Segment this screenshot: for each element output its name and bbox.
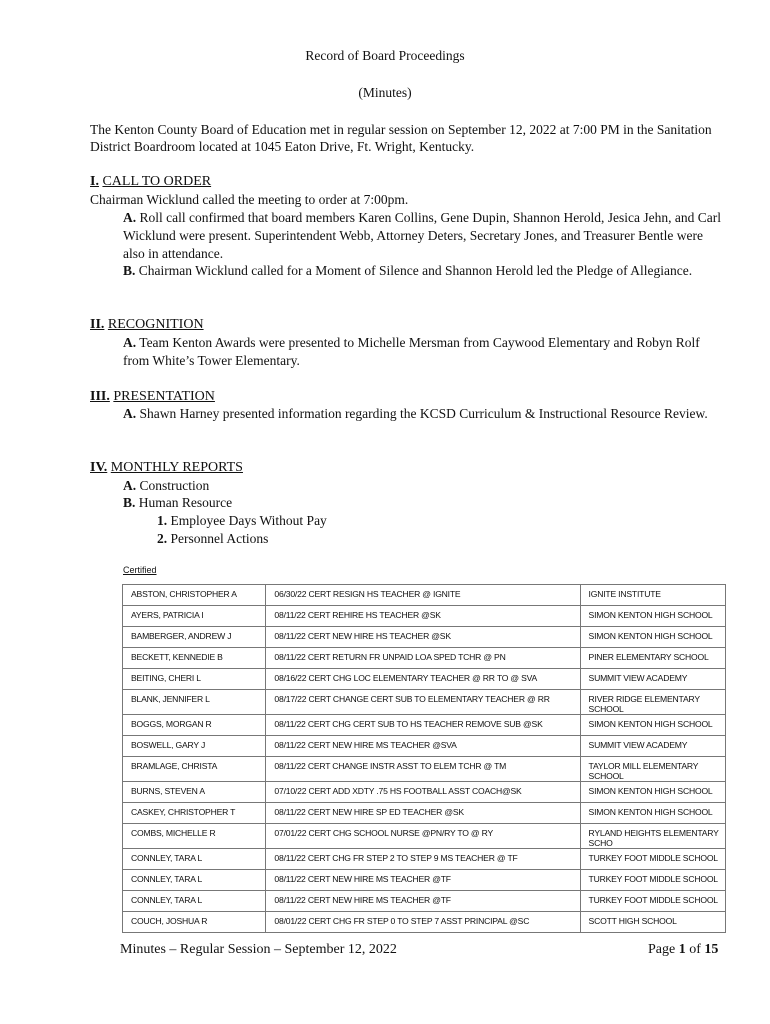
action-cell: 08/16/22 CERT CHG LOC ELEMENTARY TEACHER @ RR TO @ SVA bbox=[266, 669, 580, 690]
table-row bbox=[123, 824, 726, 849]
action-cell: 08/11/22 CERT RETURN FR UNPAID LOA SPED TCHR @ PN bbox=[266, 648, 580, 669]
personnel-actions-item bbox=[157, 530, 268, 548]
item-label: 2. bbox=[157, 531, 168, 546]
employee-name-cell: CONNLEY, TARA L bbox=[123, 849, 266, 870]
school-cell: SIMON KENTON HIGH SCHOOL bbox=[580, 782, 725, 803]
school-cell: TURKEY FOOT MIDDLE SCHOOL bbox=[580, 849, 725, 870]
employee-name-cell: CONNLEY, TARA L bbox=[123, 891, 266, 912]
section-heading-monthly-reports bbox=[90, 459, 243, 476]
footer-page-number bbox=[648, 942, 718, 958]
item-text: Shawn Harney presented information regarding the KCSD Curriculum & Instructional Resource Review. bbox=[139, 406, 708, 421]
table-row bbox=[123, 803, 726, 824]
table-row bbox=[123, 715, 726, 736]
item-label: 1. bbox=[157, 513, 168, 528]
item-text: Roll call confirmed that board members Karen Collins, Gene Dupin, Shannon Herold, Jesica Jehn, and Carl Wicklund were present. Superintendent Webb, Attorney Deters, Secretary Jones, and Treasurer Bentle were also in attendance. bbox=[123, 210, 721, 261]
section-title: CALL TO ORDER bbox=[102, 174, 212, 189]
employee-name-cell: BOSWELL, GARY J bbox=[123, 736, 266, 757]
employee-name-cell: BURNS, STEVEN A bbox=[123, 782, 266, 803]
school-cell: TURKEY FOOT MIDDLE SCHOOL bbox=[580, 870, 725, 891]
employee-name-cell: BRAMLAGE, CHRISTA bbox=[123, 757, 266, 782]
action-cell: 08/11/22 CERT NEW HIRE MS TEACHER @SVA bbox=[266, 736, 580, 757]
table-row bbox=[123, 627, 726, 648]
item-label: A. bbox=[123, 406, 137, 421]
section-title: MONTHLY REPORTS bbox=[110, 460, 243, 475]
page-prefix: Page bbox=[648, 942, 679, 957]
item-label: A. bbox=[123, 335, 137, 350]
school-cell: SUMMIT VIEW ACADEMY bbox=[580, 669, 725, 690]
employee-name-cell: COUCH, JOSHUA R bbox=[123, 912, 266, 933]
action-cell: 07/10/22 CERT ADD XDTY .75 HS FOOTBALL ASST COACH@SK bbox=[266, 782, 580, 803]
action-cell: 08/11/22 CERT CHANGE INSTR ASST TO ELEM TCHR @ TM bbox=[266, 757, 580, 782]
call-to-order-text: Chairman Wicklund called the meeting to order at 7:00pm. bbox=[90, 192, 409, 207]
action-cell: 08/11/22 CERT REHIRE HS TEACHER @SK bbox=[266, 606, 580, 627]
item-text: Personnel Actions bbox=[170, 531, 269, 546]
school-cell: SIMON KENTON HIGH SCHOOL bbox=[580, 627, 725, 648]
school-cell: IGNITE INSTITUTE bbox=[580, 585, 725, 606]
human-resource-item bbox=[123, 494, 723, 512]
page-current: 1 bbox=[678, 942, 686, 957]
item-label: B. bbox=[123, 263, 136, 278]
roll-call-item bbox=[123, 209, 723, 263]
intro-paragraph: The Kenton County Board of Education met in regular session on September 12, 2022 at 7:00 PM in the Sanitation District Boardroom located at 1045 Eaton Drive, Ft. Wright, Kentucky. bbox=[90, 122, 712, 154]
action-cell: 06/30/22 CERT RESIGN HS TEACHER @ IGNITE bbox=[266, 585, 580, 606]
action-cell: 08/11/22 CERT CHG FR STEP 2 TO STEP 9 MS TEACHER @ TF bbox=[266, 849, 580, 870]
school-cell: SIMON KENTON HIGH SCHOOL bbox=[580, 715, 725, 736]
employee-name-cell: CASKEY, CHRISTOPHER T bbox=[123, 803, 266, 824]
table-row bbox=[123, 912, 726, 933]
item-label: A. bbox=[123, 210, 137, 225]
school-cell: TAYLOR MILL ELEMENTARY SCHOOL bbox=[580, 757, 725, 782]
item-text: Human Resource bbox=[138, 495, 233, 510]
action-cell: 08/11/22 CERT CHG CERT SUB TO HS TEACHER REMOVE SUB @SK bbox=[266, 715, 580, 736]
table-row bbox=[123, 736, 726, 757]
action-cell: 08/11/22 CERT NEW HIRE HS TEACHER @SK bbox=[266, 627, 580, 648]
action-cell: 08/11/22 CERT NEW HIRE SP ED TEACHER @SK bbox=[266, 803, 580, 824]
section-heading-call-to-order bbox=[90, 173, 211, 190]
item-text: Chairman Wicklund called for a Moment of Silence and Shannon Herold led the Pledge of Allegiance. bbox=[138, 263, 693, 278]
school-cell: SIMON KENTON HIGH SCHOOL bbox=[580, 606, 725, 627]
school-cell: SUMMIT VIEW ACADEMY bbox=[580, 736, 725, 757]
employee-name-cell: COMBS, MICHELLE R bbox=[123, 824, 266, 849]
construction-item bbox=[123, 477, 723, 495]
document-title: Record of Board Proceedings bbox=[305, 48, 465, 63]
item-text: Team Kenton Awards were presented to Michelle Mersman from Caywood Elementary and Robyn Rolf from White’s Tower Elementary. bbox=[123, 335, 700, 368]
section-title: RECOGNITION bbox=[107, 317, 204, 332]
school-cell: TURKEY FOOT MIDDLE SCHOOL bbox=[580, 891, 725, 912]
table-row bbox=[123, 849, 726, 870]
action-cell: 08/01/22 CERT CHG FR STEP 0 TO STEP 7 ASST PRINCIPAL @SC bbox=[266, 912, 580, 933]
school-cell: RYLAND HEIGHTS ELEMENTARY SCHO bbox=[580, 824, 725, 849]
section-heading-presentation bbox=[90, 388, 215, 405]
section-number: II. bbox=[90, 317, 105, 332]
employee-name-cell: ABSTON, CHRISTOPHER A bbox=[123, 585, 266, 606]
presentation-item bbox=[123, 405, 723, 423]
recognition-item bbox=[123, 334, 723, 370]
table-row bbox=[123, 870, 726, 891]
item-text: Employee Days Without Pay bbox=[170, 513, 327, 528]
employee-days-item bbox=[157, 512, 327, 530]
school-cell: SCOTT HIGH SCHOOL bbox=[580, 912, 725, 933]
table-row bbox=[123, 585, 726, 606]
employee-name-cell: BEITING, CHERI L bbox=[123, 669, 266, 690]
school-cell: RIVER RIDGE ELEMENTARY SCHOOL bbox=[580, 690, 725, 715]
school-cell: SIMON KENTON HIGH SCHOOL bbox=[580, 803, 725, 824]
section-number: III. bbox=[90, 389, 110, 404]
table-row bbox=[123, 757, 726, 782]
table-row bbox=[123, 648, 726, 669]
footer-session-label: Minutes – Regular Session – September 12, 2022 bbox=[120, 942, 397, 957]
section-heading-recognition bbox=[90, 316, 204, 333]
item-label: B. bbox=[123, 495, 136, 510]
table-row bbox=[123, 669, 726, 690]
employee-name-cell: BAMBERGER, ANDREW J bbox=[123, 627, 266, 648]
employee-name-cell: BECKETT, KENNEDIE B bbox=[123, 648, 266, 669]
certified-label: Certified bbox=[123, 565, 157, 575]
personnel-table bbox=[122, 584, 726, 933]
item-text: Construction bbox=[139, 478, 210, 493]
table-row bbox=[123, 891, 726, 912]
section-number: IV. bbox=[90, 460, 108, 475]
section-number: I. bbox=[90, 174, 99, 189]
pledge-item bbox=[123, 262, 723, 280]
action-cell: 08/11/22 CERT NEW HIRE MS TEACHER @TF bbox=[266, 891, 580, 912]
table-row bbox=[123, 782, 726, 803]
employee-name-cell: BLANK, JENNIFER L bbox=[123, 690, 266, 715]
employee-name-cell: CONNLEY, TARA L bbox=[123, 870, 266, 891]
table-row bbox=[123, 690, 726, 715]
page-total: 15 bbox=[704, 942, 719, 957]
document-subtitle: (Minutes) bbox=[358, 85, 412, 100]
table-row bbox=[123, 606, 726, 627]
item-label: A. bbox=[123, 478, 137, 493]
action-cell: 08/17/22 CERT CHANGE CERT SUB TO ELEMENTARY TEACHER @ RR bbox=[266, 690, 580, 715]
section-title: PRESENTATION bbox=[113, 389, 215, 404]
page-mid: of bbox=[685, 942, 705, 957]
employee-name-cell: AYERS, PATRICIA I bbox=[123, 606, 266, 627]
action-cell: 07/01/22 CERT CHG SCHOOL NURSE @PN/RY TO @ RY bbox=[266, 824, 580, 849]
action-cell: 08/11/22 CERT NEW HIRE MS TEACHER @TF bbox=[266, 870, 580, 891]
school-cell: PINER ELEMENTARY SCHOOL bbox=[580, 648, 725, 669]
employee-name-cell: BOGGS, MORGAN R bbox=[123, 715, 266, 736]
